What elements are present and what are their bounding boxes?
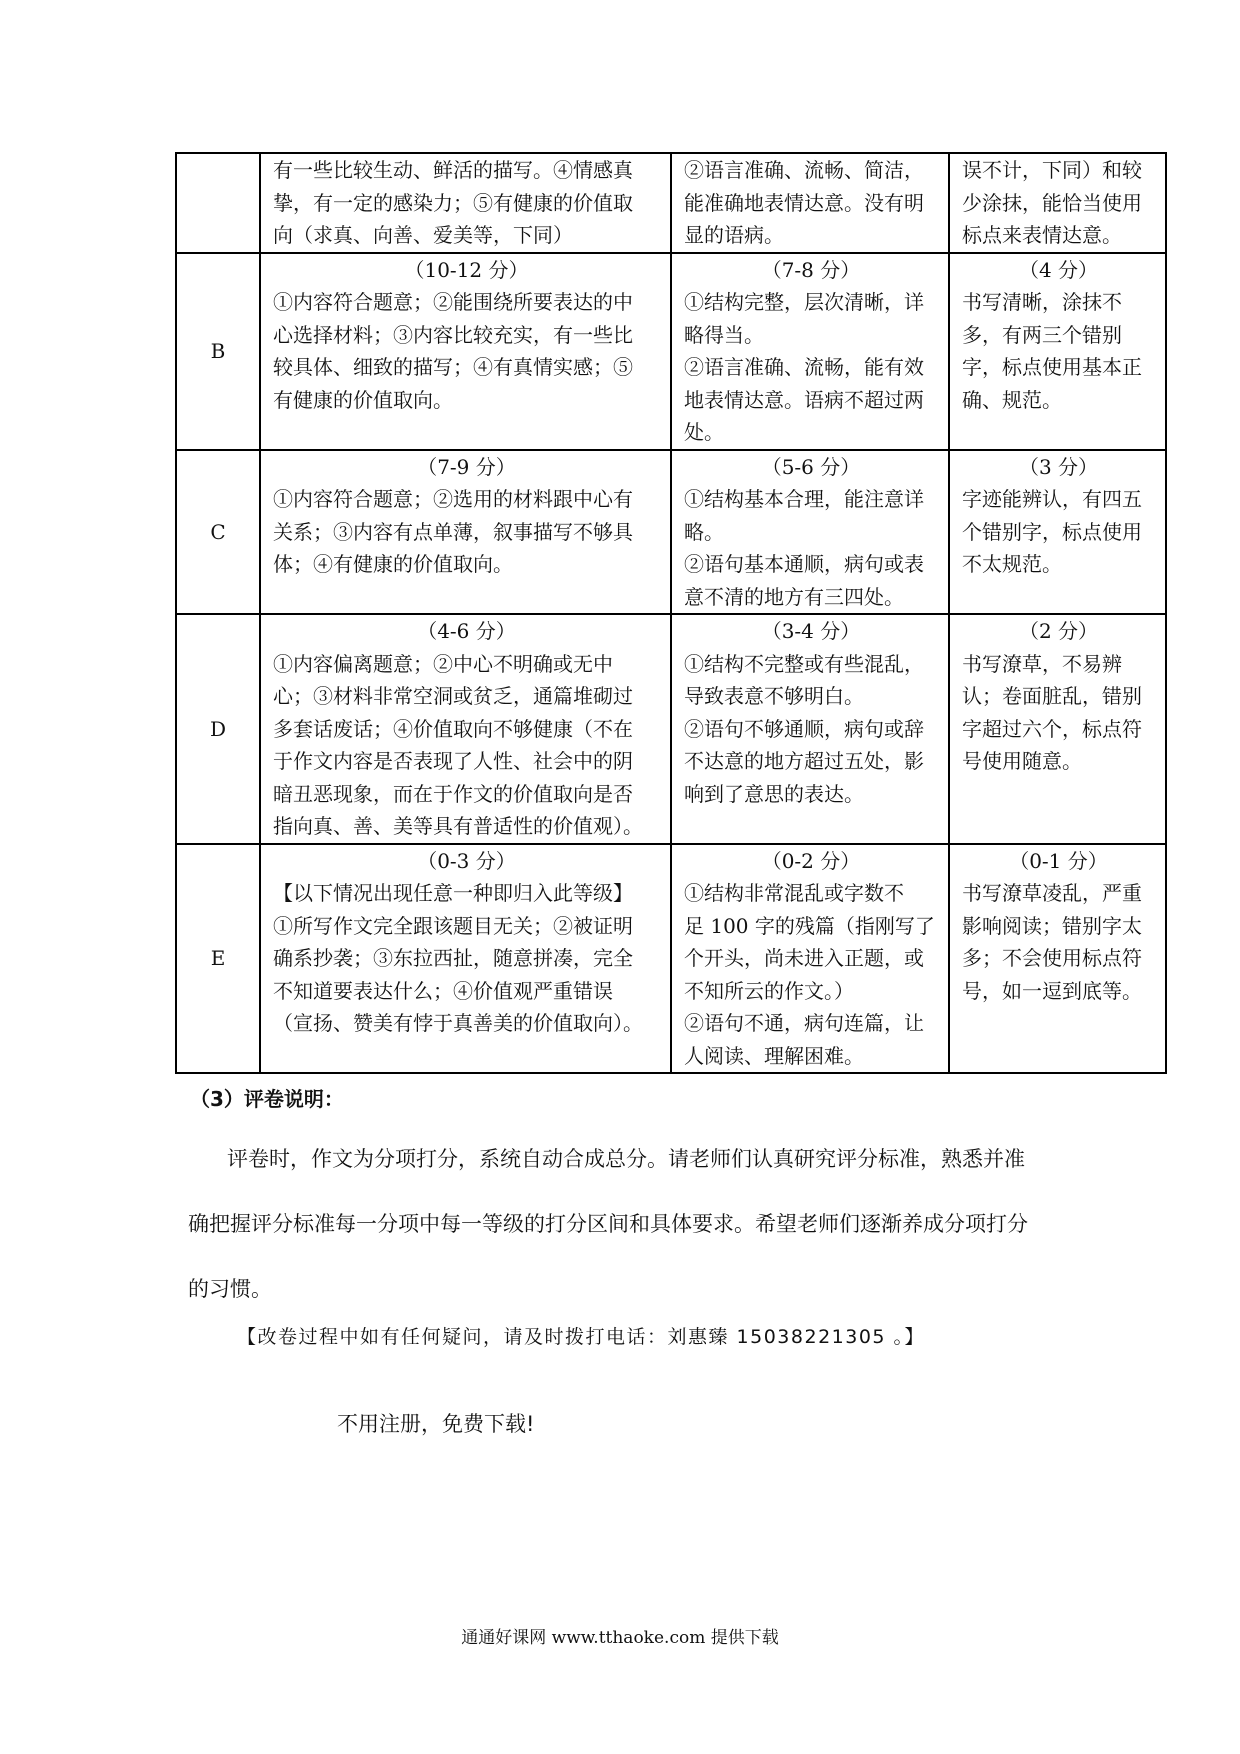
promo-text: 不用注册，免费下载! — [337, 1412, 535, 1436]
scoring-rubric-table — [175, 152, 1167, 1074]
score-range: （0-3 分） — [417, 848, 516, 873]
score-range: （4-6 分） — [417, 619, 516, 643]
score-range: （4 分） — [1018, 257, 1099, 282]
score-range: （3-4 分） — [761, 619, 861, 643]
score-range: （0-1 分） — [1009, 848, 1108, 873]
page-footer: 通通好课网 www.tthaoke.com 提供下载 — [461, 1628, 779, 1648]
level-cell: E — [176, 844, 260, 1074]
score-range: （10-12 分） — [404, 257, 529, 282]
level-cell: B — [176, 253, 260, 450]
paragraph-line: 确把握评分标准每一分项中每一等级的打分区间和具体要求。希望老师们逐渐养成分项打分 — [188, 1212, 1028, 1236]
score-range: （7-9 分） — [417, 454, 516, 479]
paragraph-line: 评卷时，作文为分项打分，系统自动合成总分。请老师们认真研究评分标准，熟悉并准 — [227, 1147, 1025, 1171]
content-cell: （4-6 分） ①内容偏离题意；②中心不明确或无中 心；③材料非常空洞或贫乏，通篇堆砌过 多套话废话；④价值取向不够健康（不在 于作文内容是否表现了人性、社会中的阴 暗丑恶现象，而在于作文的价值取向是否 指向真、善、美等具有普适性的价值观）。 — [260, 614, 671, 844]
score-range: （5-6 分） — [761, 454, 861, 479]
level-cell — [176, 153, 260, 253]
section-heading: （3）评卷说明： — [190, 1087, 344, 1111]
structure-cell: ②语言准确、流畅、简洁， 能准确地表情达意。没有明 显的语病。 — [671, 153, 949, 253]
content-cell: （10-12 分） ①内容符合题意；②能围绕所要表达的中 心选择材料；③内容比较充实，有一些比 较具体、细致的描写；④有真情实感；⑤ 有健康的价值取向。 — [260, 253, 671, 450]
score-range: （7-8 分） — [761, 257, 861, 282]
table-row — [176, 253, 1166, 450]
writing-cell: 误不计，下同）和较 少涂抹，能恰当使用 标点来表情达意。 — [949, 153, 1166, 253]
structure-cell: （7-8 分） ①结构完整，层次清晰，详 略得当。 ②语言准确、流畅，能有效 地表情达意。语病不超过两 处。 — [671, 253, 949, 450]
structure-cell: （0-2 分） ①结构非常混乱或字数不 足 100 字的残篇（指刚写了 个开头，尚未进入正题，或 不知所云的作文。） ②语句不通，病句连篇，让 人阅读、理解困难。 — [671, 844, 949, 1074]
writing-cell: （3 分） 字迹能辨认，有四五 个错别字，标点使用 不太规范。 — [949, 450, 1166, 615]
paragraph-line: 的习惯。 — [188, 1277, 272, 1301]
table-row — [176, 153, 1166, 253]
score-range: （0-2 分） — [761, 848, 861, 873]
content-cell: 有一些比较生动、鲜活的描写。④情感真 挚，有一定的感染力；⑤有健康的价值取 向（求真、向善、爱美等，下同） — [260, 153, 671, 253]
table-row — [176, 614, 1166, 844]
score-range: （2 分） — [1018, 619, 1099, 643]
level-cell: D — [176, 614, 260, 844]
writing-cell: （4 分） 书写清晰，涂抹不 多，有两三个错别 字，标点使用基本正 确、规范。 — [949, 253, 1166, 450]
content-cell: （7-9 分） ①内容符合题意；②选用的材料跟中心有 关系；③内容有点单薄，叙事描写不够具 体；④有健康的价值取向。 — [260, 450, 671, 615]
level-cell: C — [176, 450, 260, 615]
writing-cell: （0-1 分） 书写潦草凌乱，严重 影响阅读；错别字太 多；不会使用标点符 号，如一逗到底等。 — [949, 844, 1166, 1074]
content-cell: （0-3 分） 【以下情况出现任意一种即归入此等级】 ①所写作文完全跟该题目无关；②被证明 确系抄袭；③东拉西扯，随意拼凑，完全 不知道要表达什么；④价值观严重错误 （宣扬、赞美有悖于真善美的价值取向）。 — [260, 844, 671, 1074]
writing-cell: （2 分） 书写潦草，不易辨 认；卷面脏乱，错别 字超过六个，标点符 号使用随意。 — [949, 614, 1166, 844]
table-row — [176, 844, 1166, 1074]
contact-note: 【改卷过程中如有任何疑问，请及时拨打电话：刘惠臻 15038221305 。】 — [237, 1326, 926, 1348]
structure-cell: （3-4 分） ①结构不完整或有些混乱， 导致表意不够明白。 ②语句不够通顺，病句或辞 不达意的地方超过五处，影 响到了意思的表达。 — [671, 614, 949, 844]
table-row — [176, 450, 1166, 615]
structure-cell: （5-6 分） ①结构基本合理，能注意详 略。 ②语句基本通顺，病句或表 意不清的地方有三四处。 — [671, 450, 949, 615]
score-range: （3 分） — [1018, 454, 1099, 479]
